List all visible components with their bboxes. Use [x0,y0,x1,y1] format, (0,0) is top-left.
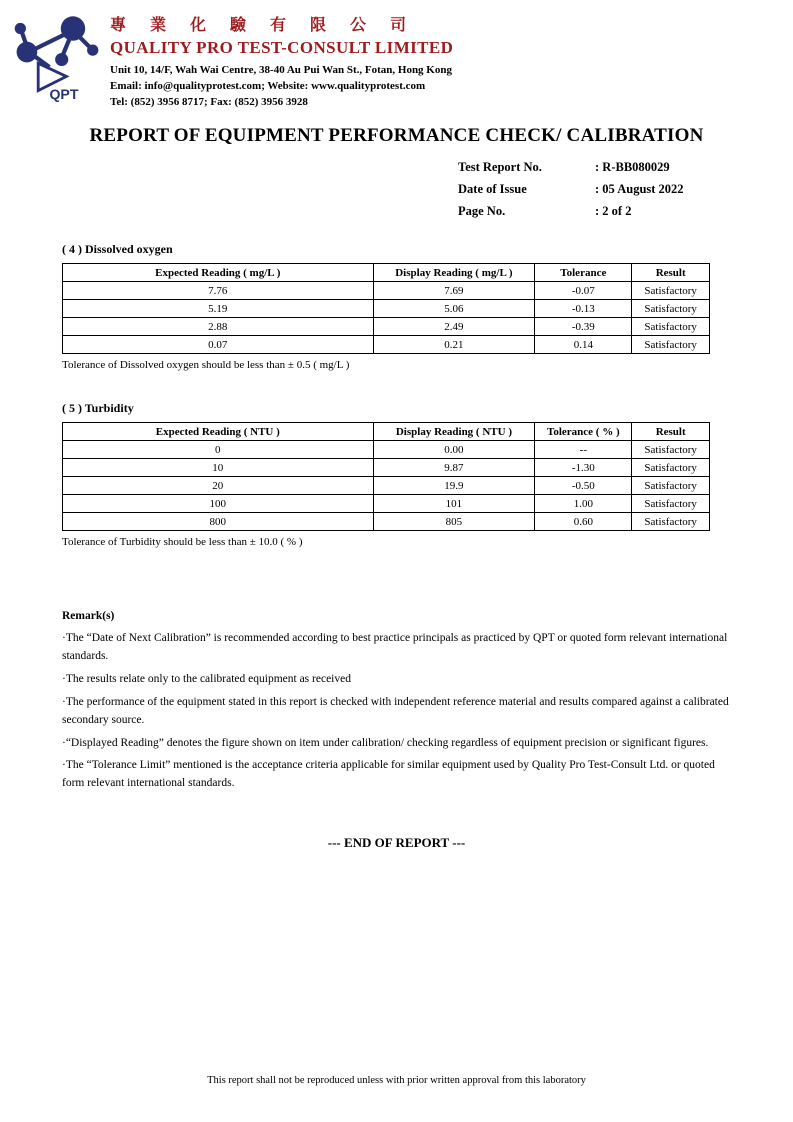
table-row [63,282,710,300]
table-cell: Satisfactory [632,336,710,354]
company-contact: Email: info@qualityprotest.com; Website: www.qualityprotest.com [110,79,426,92]
table-cell: Satisfactory [632,318,710,336]
date-of-issue-label: Date of Issue [458,181,527,196]
page-title: REPORT OF EQUIPMENT PERFORMANCE CHECK/ CALIBRATION [89,124,704,146]
table-header-cell: Expected Reading ( NTU ) [63,423,374,441]
table-cell: 1.00 [535,495,632,513]
molecule-logo-icon [10,10,104,110]
table-cell: 9.87 [373,459,535,477]
company-name-chinese: 專 業 化 驗 有 限 公 司 [110,17,417,34]
table-cell: 20 [63,477,374,495]
table-cell: 0.14 [535,336,632,354]
table-row [63,300,710,318]
report-info-row [458,179,793,201]
remark-item: ·The performance of the equipment stated in this report is checked with independent reference material and results compared against a calibrated secondary source. [62,695,729,726]
table-row [63,513,710,531]
table-header-cell: Display Reading ( mg/L ) [373,264,535,282]
table-header-cell: Tolerance ( % ) [535,423,632,441]
letterhead-text [110,10,453,111]
section-heading: ( 5 ) Turbidity [62,401,134,416]
company-address: Unit 10, 14/F, Wah Wai Centre, 38-40 Au Pui Wan St., Fotan, Hong Kong [110,64,452,76]
report-number-value: : R-BB080029 [595,159,670,174]
turbidity-table [62,422,710,531]
remark-item: ·The “Tolerance Limit” mentioned is the acceptance criteria applicable for similar equipment used by Quality Pro Test-Consult Ltd. or quoted form relevant international standards. [62,759,715,790]
table-cell: 7.76 [63,282,374,300]
table-header-cell: Result [632,423,710,441]
table-cell: 10 [63,459,374,477]
remark-item: ·“Displayed Reading” denotes the figure shown on item under calibration/ checking regardless of equipment precision or significant figures. [62,736,709,749]
table-row [63,336,710,354]
tolerance-note: Tolerance of Dissolved oxygen should be less than ± 0.5 ( mg/L ) [62,359,350,372]
remarks-list [62,630,730,793]
table-row [63,318,710,336]
table-cell: 0.60 [535,513,632,531]
table-cell: Satisfactory [632,300,710,318]
table-row [63,477,710,495]
table-cell: Satisfactory [632,495,710,513]
page-number-label: Page No. [458,203,506,218]
table-cell: -0.13 [535,300,632,318]
dissolved-oxygen-table [62,263,710,354]
table-cell: 100 [63,495,374,513]
table-cell: 0.00 [373,441,535,459]
page-number-value: : 2 of 2 [595,203,632,218]
remarks-block [62,610,730,793]
table-cell: 5.19 [63,300,374,318]
company-phone: Tel: (852) 3956 8717; Fax: (852) 3956 3928 [110,95,308,108]
table-cell: -0.07 [535,282,632,300]
table-header-cell: Expected Reading ( mg/L ) [63,264,374,282]
report-info-row [458,157,793,179]
remark-item: ·The “Date of Next Calibration” is recommended according to best practice principals as practiced by QPT or quoted form relevant international standards. [62,632,728,663]
remarks-heading: Remark(s) [62,610,115,623]
table-cell: Satisfactory [632,513,710,531]
footer-disclaimer: This report shall not be reproduced unless with prior written approval from this laboratory [207,1075,586,1086]
table-cell: -1.30 [535,459,632,477]
report-info-block [458,157,793,223]
table-header-cell: Display Reading ( NTU ) [373,423,535,441]
letterhead [0,0,793,111]
table-cell: 7.69 [373,282,535,300]
table-row [63,441,710,459]
table-cell: Satisfactory [632,441,710,459]
table-header-cell: Tolerance [535,264,632,282]
table-header-row [63,264,710,282]
table-cell: 0.21 [373,336,535,354]
table-cell: Satisfactory [632,459,710,477]
table-cell: 101 [373,495,535,513]
table-cell: 805 [373,513,535,531]
table-cell: 800 [63,513,374,531]
date-of-issue-value: : 05 August 2022 [595,181,684,196]
section-dissolved-oxygen [62,242,710,371]
table-cell: 19.9 [373,477,535,495]
tolerance-note: Tolerance of Turbidity should be less than ± 10.0 ( % ) [62,536,303,549]
table-cell: 5.06 [373,300,535,318]
report-info-row [458,201,793,223]
table-cell: 0.07 [63,336,374,354]
table-cell: 0 [63,441,374,459]
table-cell: Satisfactory [632,282,710,300]
table-header-row [63,423,710,441]
section-turbidity [62,401,710,548]
table-row [63,495,710,513]
report-number-label: Test Report No. [458,159,542,174]
table-cell: 2.88 [63,318,374,336]
table-cell: Satisfactory [632,477,710,495]
logo-text: QPT [49,86,79,103]
table-cell: -- [535,441,632,459]
table-cell: -0.39 [535,318,632,336]
table-cell: 2.49 [373,318,535,336]
section-heading: ( 4 ) Dissolved oxygen [62,242,173,257]
table-header-cell: Result [632,264,710,282]
table-row [63,459,710,477]
company-name-english: QUALITY PRO TEST-CONSULT LIMITED [110,38,454,57]
table-cell: -0.50 [535,477,632,495]
end-of-report-text: --- END OF REPORT --- [327,834,466,850]
remark-item: ·The results relate only to the calibrated equipment as received [62,673,351,686]
company-logo [10,10,104,110]
